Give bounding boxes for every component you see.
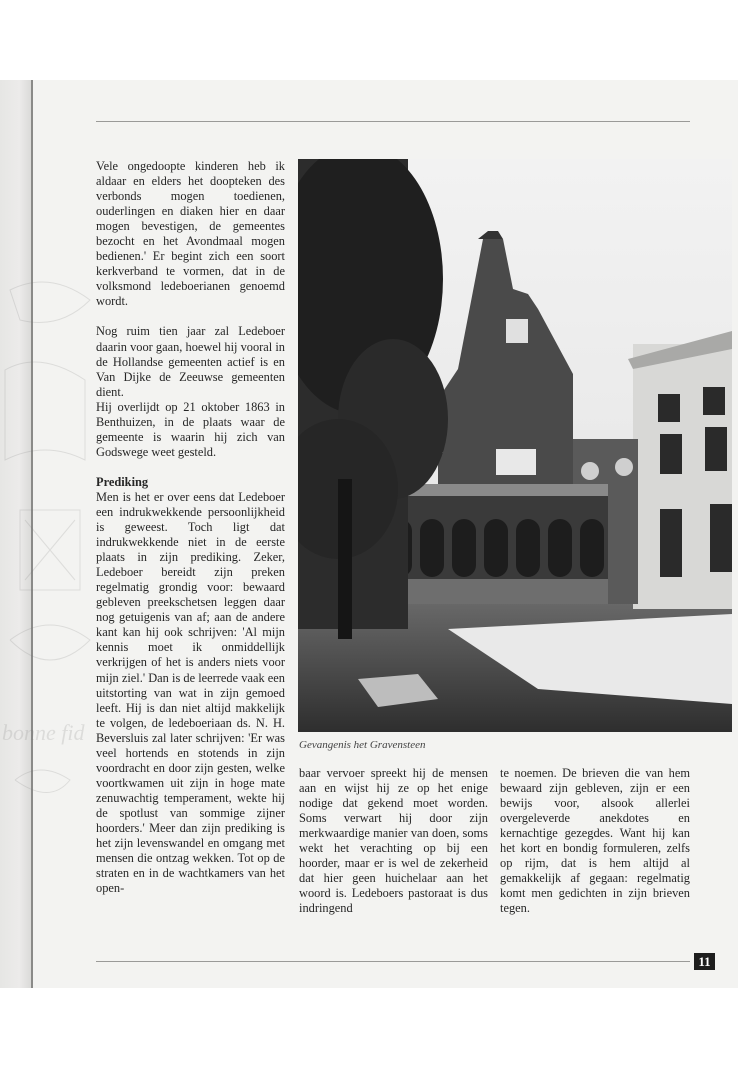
watermark-illustration (0, 260, 96, 820)
text-column-1 (96, 159, 285, 896)
bottom-rule (96, 961, 690, 962)
paragraph-col3: te noemen. De brieven die van hem bewaard zijn gebleven, zijn er een bewijs voor, alsook allerlei overgeleverde anekdotes en kernachtige gezegdes. Want hij kan het kort en bondig formuleren, zelfs op rijm, dat is hem altijd al gemakkelijk af gegaan: regelmatig komt men gedichten in zijn brieven tegen. (500, 766, 690, 916)
paragraph-4: Men is het er over eens dat Ledeboer een indrukwekkende persoonlijkheid is geweest. Toch ligt dat indrukwekkende niet in de eerste plaats in zijn prediking. Zeker, Ledeboer bereidt zijn preken regelmatig grondig voor: bewaard gebleven preekschetsen leggen daar nog getuigenis van af; aan de andere kant kan hij ook schrijven: 'Al mijn kennis moet ik onmiddellijk verkrijgen of het is anders niets voor mijn ziel.' Dan is de leerrede vaak een uitstorting van wat in zijn gemoed leeft. Hij is dan niet altijd makkelijk te volgen, de ledeboeriaan ds. N. H. Beversluis zal later schrijven: 'Er was veel hortends en stotends in zijn voordracht en door zijn gesten, welke voortkwamen uit zijn in hoge mate zenuwachtig temperament, wekte hij de spotlust van sommige zijner hoorders.' Meer dan zijn prediking is het zijn levenswandel en omgang met mensen die ontzag wekken. Tot op de straten en in de wachtkamers van het open- (96, 489, 285, 896)
watermark-text: bonne fid (2, 720, 85, 745)
paragraph-3: Hij overlijdt op 21 oktober 1863 in Benthuizen, in de plaats waar de gemeente is waarin hij zich van Godswege weet gesteld. (96, 399, 285, 459)
paragraph-2: Nog ruim tien jaar zal Ledeboer daarin voor gaan, hoewel hij vooral in de Hollandse gemeenten actief is en Van Dijke de Zeeuwse gemeenten dient. (96, 324, 285, 399)
paragraph-col2: baar vervoer spreekt hij de mensen aan en wijst hij ze op het enige nodige dat gekend moet worden. Soms verwart hij door zijn merkwaardige manier van doen, soms wekt het verachting op bij een hoorder, maar er is wel de zekerheid dat hier geen huichelaar aan het woord is. Ledeboers pastoraat is dus indringend (299, 766, 488, 916)
text-column-2 (299, 766, 488, 916)
photo-caption: Gevangenis het Gravensteen (299, 739, 426, 751)
paragraph-1: Vele ongedoopte kinderen heb ik aldaar en elders het doopteken des verbonds mogen toedienen, ouderlingen en diaken hier en daar mogen bevestigen, de gemeentes bezocht en het Avondmaal mogen bedienen.' Er begint zich een soort kerkverband te vormen, dat in de volksmond ledeboerianen genoemd wordt. (96, 159, 285, 309)
section-heading-prediking: Prediking (96, 474, 149, 489)
text-column-3 (500, 766, 690, 916)
photo-gravensteen (298, 159, 732, 732)
page-number: 11 (694, 953, 715, 970)
top-rule (96, 121, 690, 122)
